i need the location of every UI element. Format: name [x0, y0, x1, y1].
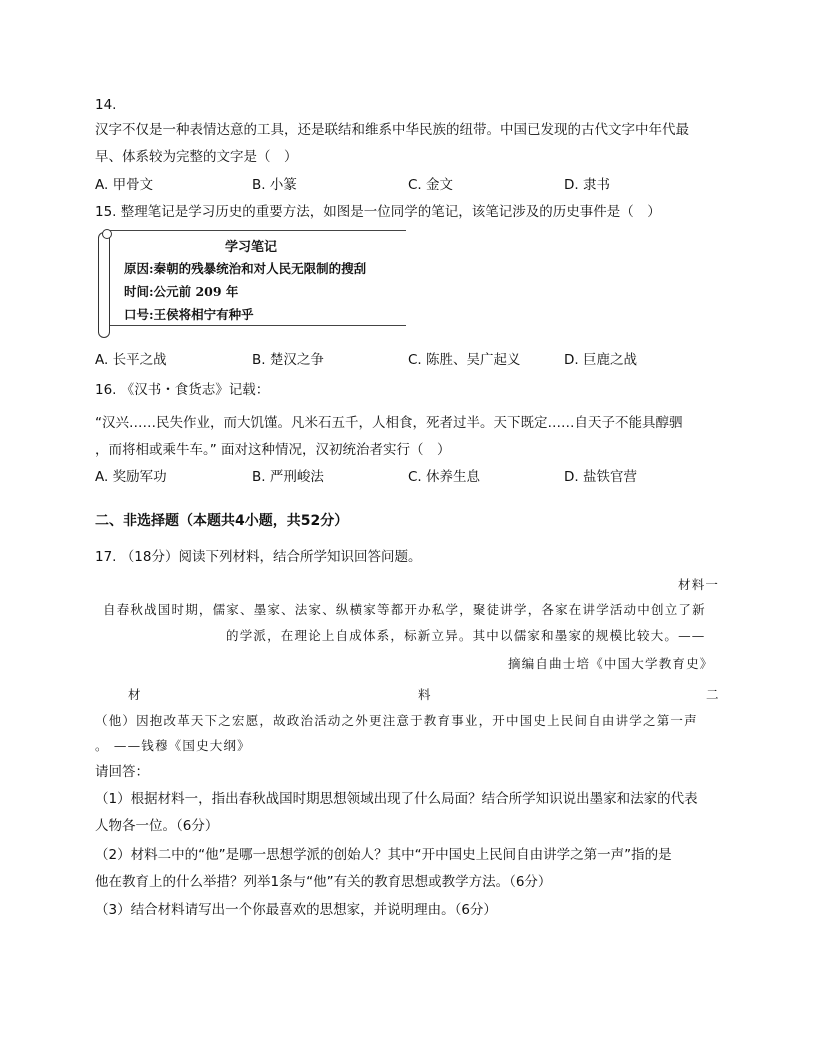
note-bottom-rule	[110, 325, 406, 326]
q16-option-b: B. 严刑峻法	[252, 469, 324, 485]
note-line-time: 时间:公元前 209 年	[124, 284, 239, 299]
material1-line1: 自春秋战国时期，儒家、墨家、法家、纵横家等都开办私学，聚徒讲学，各家在讲学活动中创立了新	[103, 602, 706, 617]
q15-option-c: C. 陈胜、吴广起义	[408, 352, 521, 368]
q16-option-a: A. 奖励军功	[95, 469, 167, 485]
section-heading: 二、非选择题（本题共4小题，共52分）	[95, 513, 349, 529]
material1-label: 材料一	[678, 577, 720, 592]
q14-option-b: B. 小篆	[252, 177, 297, 193]
material2-line2: 。 ——钱穆《国史大纲》	[95, 738, 251, 753]
material2-line1: （他）因抱改革天下之宏愿，故政治活动之外更注意于教育事业，开中国史上民间自由讲学之第一声	[95, 713, 698, 728]
q16-options	[95, 468, 735, 486]
note-top-rule	[110, 230, 406, 231]
q16-stem: 16. 《汉书・食货志》记载：	[95, 382, 270, 398]
material2-label-char1: 材	[128, 687, 142, 702]
q17-sub1-line1: （1）根据材料一，指出春秋战国时期思想领域出现了什么局面？结合所学知识说出墨家和法家的代表	[95, 791, 698, 807]
q16-option-c: C. 休养生息	[408, 469, 481, 485]
study-note-image	[96, 228, 406, 340]
material1-source: 摘编自曲士培《中国大学教育史》	[508, 656, 714, 671]
q17-sub2-line2: 他在教育上的什么举措？列举1条与“他”有关的教育思想或教学方法。（6分）	[95, 874, 552, 890]
q14-number: 14.	[95, 97, 117, 113]
q14-stem-line1: 汉字不仅是一种表情达意的工具，还是联结和维系中华民族的纽带。中国已发现的古代文字中年代最	[95, 122, 689, 138]
note-line-cause: 原因:秦朝的残暴统治和对人民无限制的搜刮	[124, 261, 367, 276]
q15-option-d: D. 巨鹿之战	[564, 352, 637, 368]
q15-option-a: A. 长平之战	[95, 352, 167, 368]
material2-label-char3: 二	[706, 687, 720, 702]
q17-stem: 17. （18分）阅读下列材料，结合所学知识回答问题。	[95, 549, 422, 565]
q16-option-d: D. 盐铁官营	[564, 469, 637, 485]
q17-sub2-line1: （2）材料二中的“他”是哪一思想学派的创始人？其中“开中国史上民间自由讲学之第一声”指的是	[95, 847, 672, 863]
q16-quote-line1: “汉兴……民失作业，而大饥馑。凡米石五千，人相食，死者过半。天下既定……自天子不能具醇驷	[95, 415, 683, 431]
q17-sub3: （3）结合材料请写出一个你最喜欢的思想家，并说明理由。（6分）	[95, 902, 497, 918]
note-line-slogan: 口号:王侯将相宁有种乎	[124, 307, 254, 322]
q14-option-c: C. 金文	[408, 177, 454, 193]
q15-option-b: B. 楚汉之争	[252, 352, 324, 368]
q14-option-d: D. 隶书	[564, 177, 610, 193]
note-title: 学习笔记	[224, 240, 277, 255]
material1-line2: 的学派，在理论上自成体系，标新立异。其中以儒家和墨家的规模比较大。——	[226, 628, 706, 643]
q15-stem: 15. 整理笔记是学习历史的重要方法，如图是一位同学的笔记，该笔记涉及的历史事件是（ ）	[95, 204, 661, 220]
material2-label-char2: 料	[418, 687, 432, 702]
q17-ask: 请回答：	[95, 764, 149, 780]
q14-options	[95, 176, 735, 194]
q14-option-a: A. 甲骨文	[95, 177, 154, 193]
q14-stem-line2: 早、体系较为完整的文字是（ ）	[95, 149, 298, 165]
q17-sub1-line2: 人物各一位。（6分）	[95, 818, 219, 834]
q15-options	[95, 351, 735, 369]
q16-quote-line2: ，而将相或乘牛车。” 面对这种情况，汉初统治者实行（ ）	[95, 442, 451, 458]
